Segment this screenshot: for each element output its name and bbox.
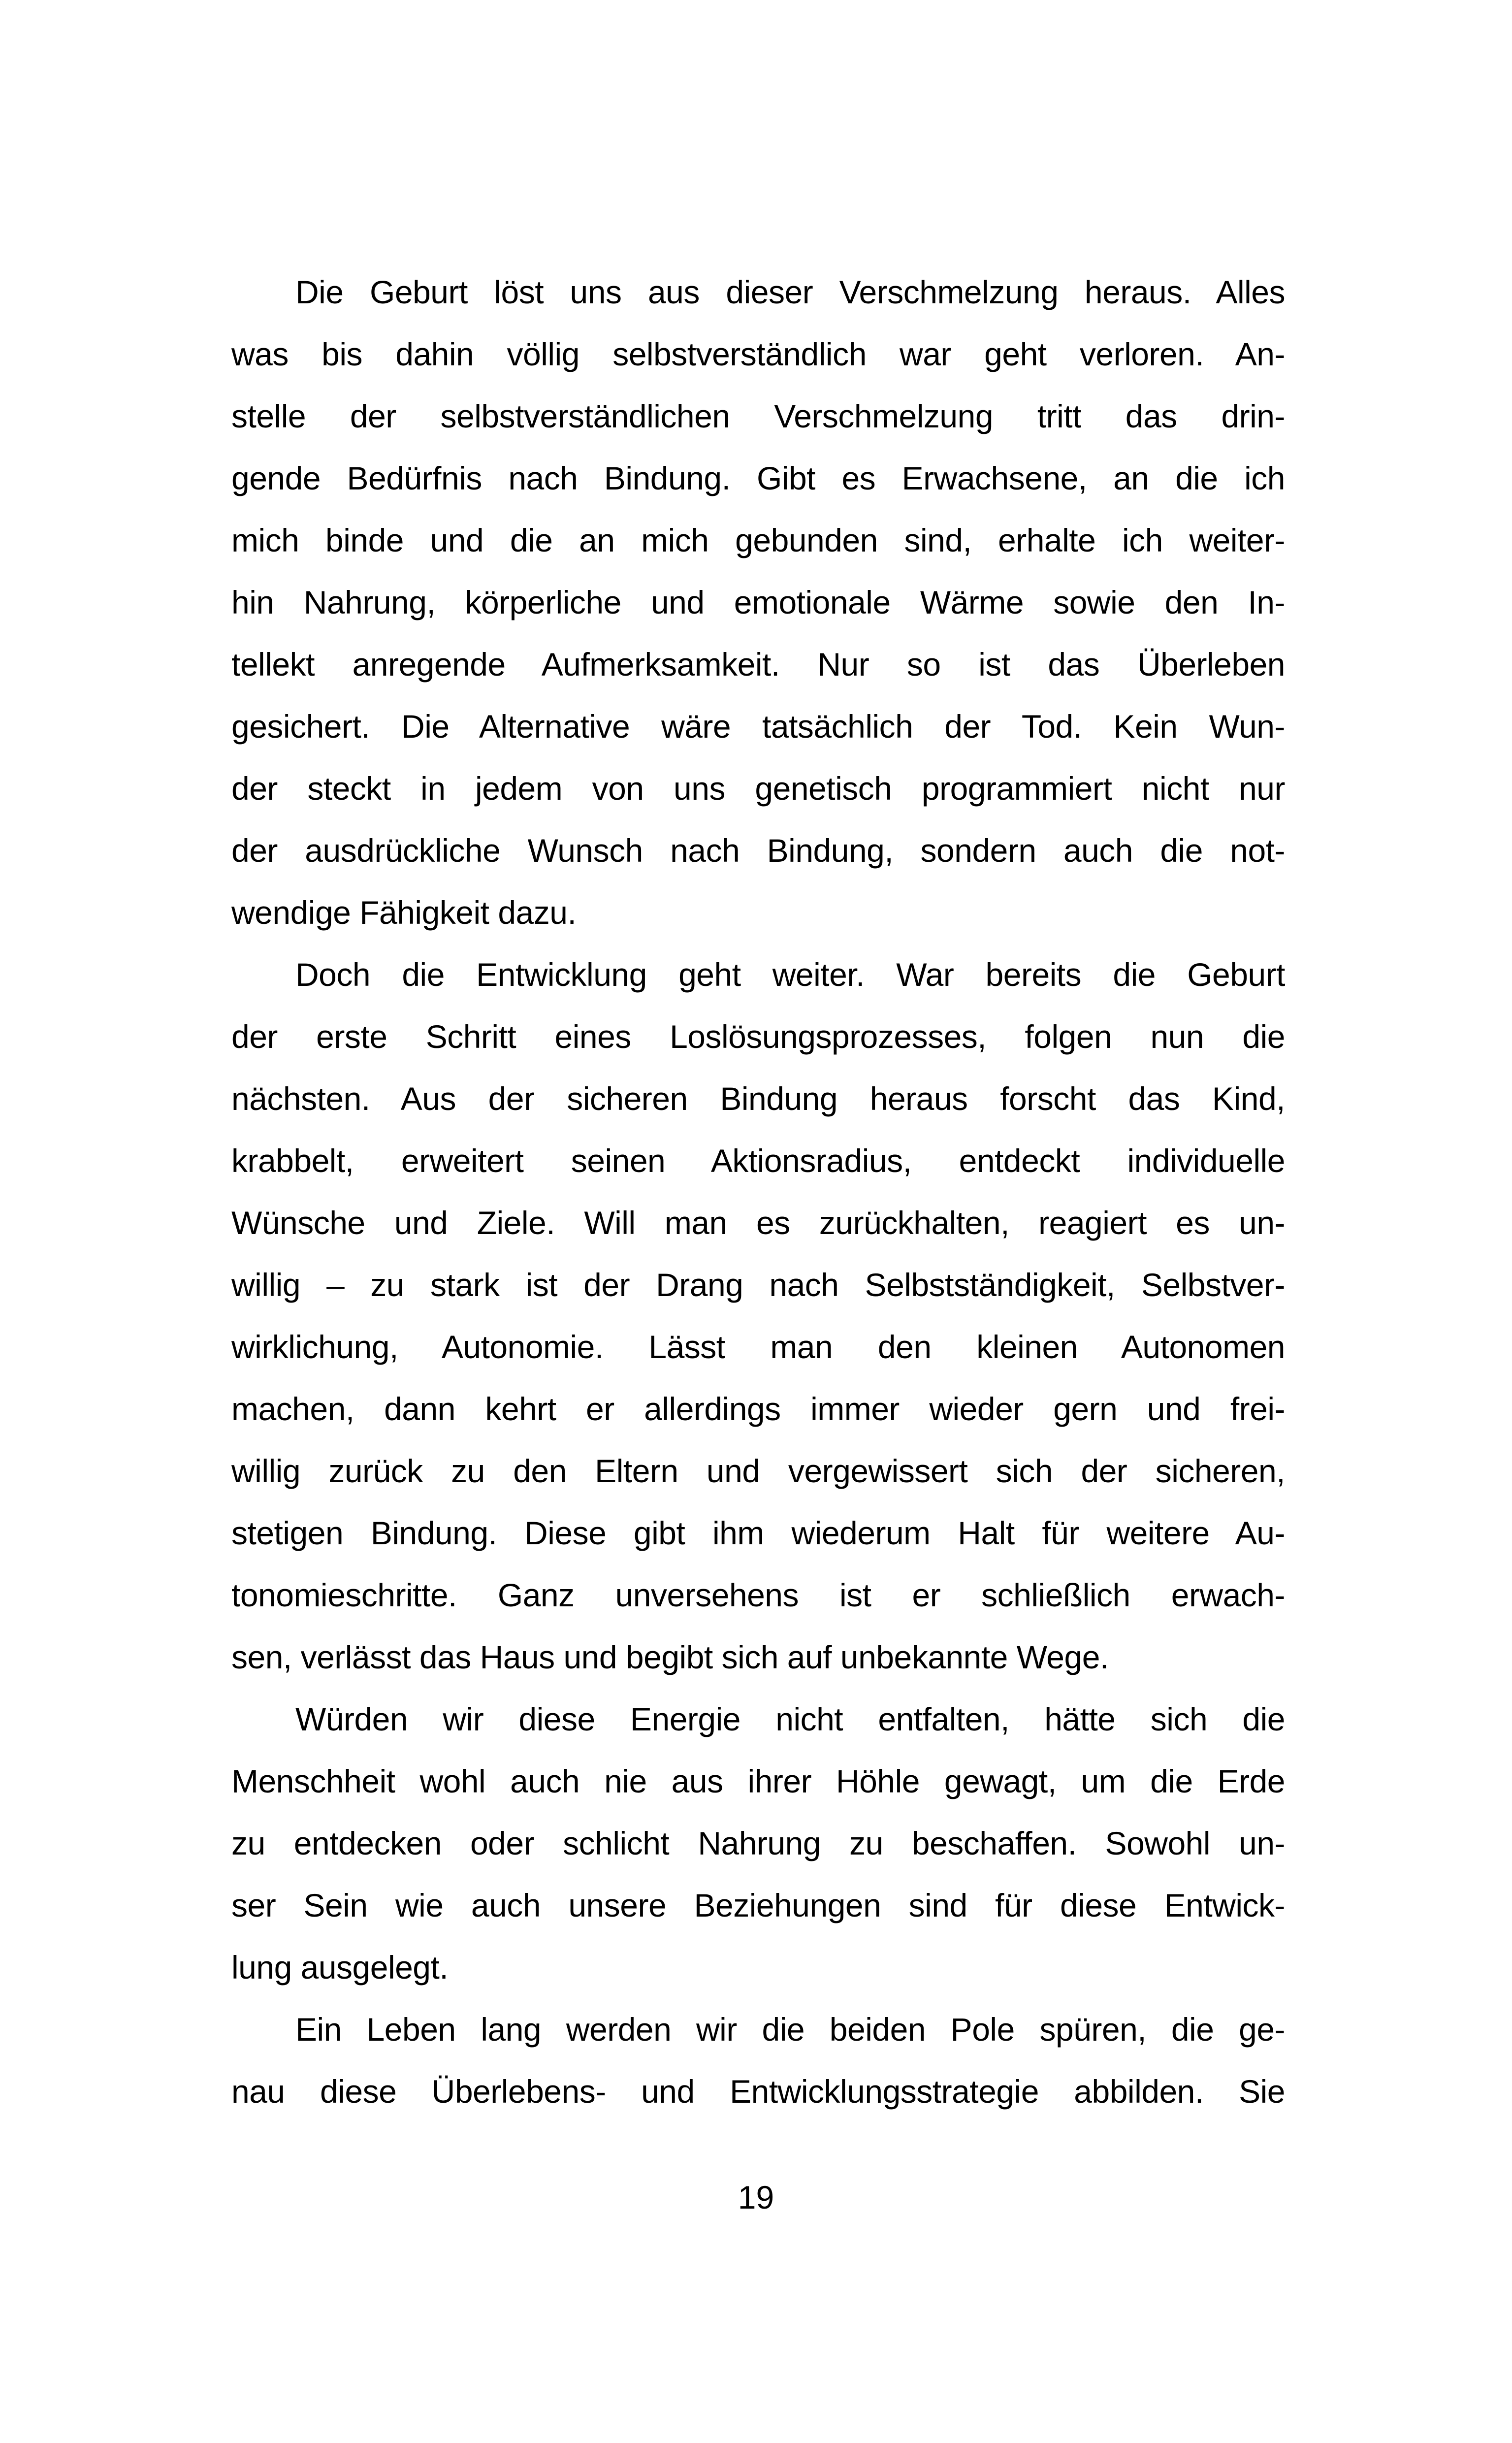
- text-line: nau diese Überlebens- und Entwicklungsstrategie abbilden. Sie: [231, 2073, 1285, 2110]
- text-line: Doch die Entwicklung geht weiter. War bereits die Geburt: [295, 956, 1285, 993]
- text-line: Wünsche und Ziele. Will man es zurückhalten, reagiert es un-: [231, 1205, 1285, 1241]
- text-line: Würden wir diese Energie nicht entfalten, hätte sich die: [295, 1701, 1285, 1737]
- paragraph: [231, 944, 1285, 1688]
- text-line: lung ausgelegt.: [231, 1949, 449, 1986]
- text-line: ser Sein wie auch unsere Beziehungen sind für diese Entwick-: [231, 1887, 1285, 1923]
- page-number: 19: [738, 2179, 774, 2215]
- text-line: machen, dann kehrt er allerdings immer wieder gern und frei-: [231, 1391, 1285, 1427]
- text-line: der steckt in jedem von uns genetisch programmiert nicht nur: [231, 770, 1285, 807]
- text-line: gesichert. Die Alternative wäre tatsächlich der Tod. Kein Wun-: [231, 708, 1285, 745]
- paragraph: [231, 1998, 1285, 2122]
- text-line: was bis dahin völlig selbstverständlich war geht verloren. An-: [231, 336, 1285, 372]
- text-line: mich binde und die an mich gebunden sind, erhalte ich weiter-: [231, 522, 1285, 558]
- text-line: tellekt anregende Aufmerksamkeit. Nur so ist das Überleben: [231, 646, 1285, 683]
- text-line: gende Bedürfnis nach Bindung. Gibt es Erwachsene, an die ich: [231, 460, 1285, 496]
- text-line: wendige Fähigkeit dazu.: [231, 894, 577, 931]
- text-line: Die Geburt löst uns aus dieser Verschmelzung heraus. Alles: [295, 274, 1285, 310]
- text-line: nächsten. Aus der sicheren Bindung heraus forscht das Kind,: [231, 1080, 1285, 1117]
- paragraph: [231, 1688, 1285, 1998]
- paragraph: [231, 261, 1285, 944]
- text-line: der ausdrückliche Wunsch nach Bindung, sondern auch die not-: [231, 832, 1285, 869]
- page-text: [231, 261, 1285, 2122]
- text-line: sen, verlässt das Haus und begibt sich auf unbekannte Wege.: [231, 1639, 1109, 1675]
- text-line: hin Nahrung, körperliche und emotionale Wärme sowie den In-: [231, 584, 1285, 620]
- text-line: willig – zu stark ist der Drang nach Selbstständigkeit, Selbstver-: [231, 1267, 1285, 1303]
- text-line: stelle der selbstverständlichen Verschmelzung tritt das drin-: [231, 398, 1285, 434]
- text-line: Menschheit wohl auch nie aus ihrer Höhle gewagt, um die Erde: [231, 1763, 1285, 1799]
- text-line: tonomieschritte. Ganz unversehens ist er schließlich erwach-: [231, 1577, 1285, 1613]
- text-line: willig zurück zu den Eltern und vergewissert sich der sicheren,: [231, 1453, 1285, 1489]
- text-line: krabbelt, erweitert seinen Aktionsradius, entdeckt individuelle: [231, 1142, 1285, 1179]
- text-line: stetigen Bindung. Diese gibt ihm wiederum Halt für weitere Au-: [231, 1515, 1285, 1551]
- text-line: Ein Leben lang werden wir die beiden Pole spüren, die ge-: [295, 2011, 1285, 2048]
- text-line: der erste Schritt eines Loslösungsprozesses, folgen nun die: [231, 1018, 1285, 1055]
- text-line: zu entdecken oder schlicht Nahrung zu beschaffen. Sowohl un-: [231, 1825, 1285, 1861]
- text-line: wirklichung, Autonomie. Lässt man den kleinen Autonomen: [231, 1329, 1285, 1365]
